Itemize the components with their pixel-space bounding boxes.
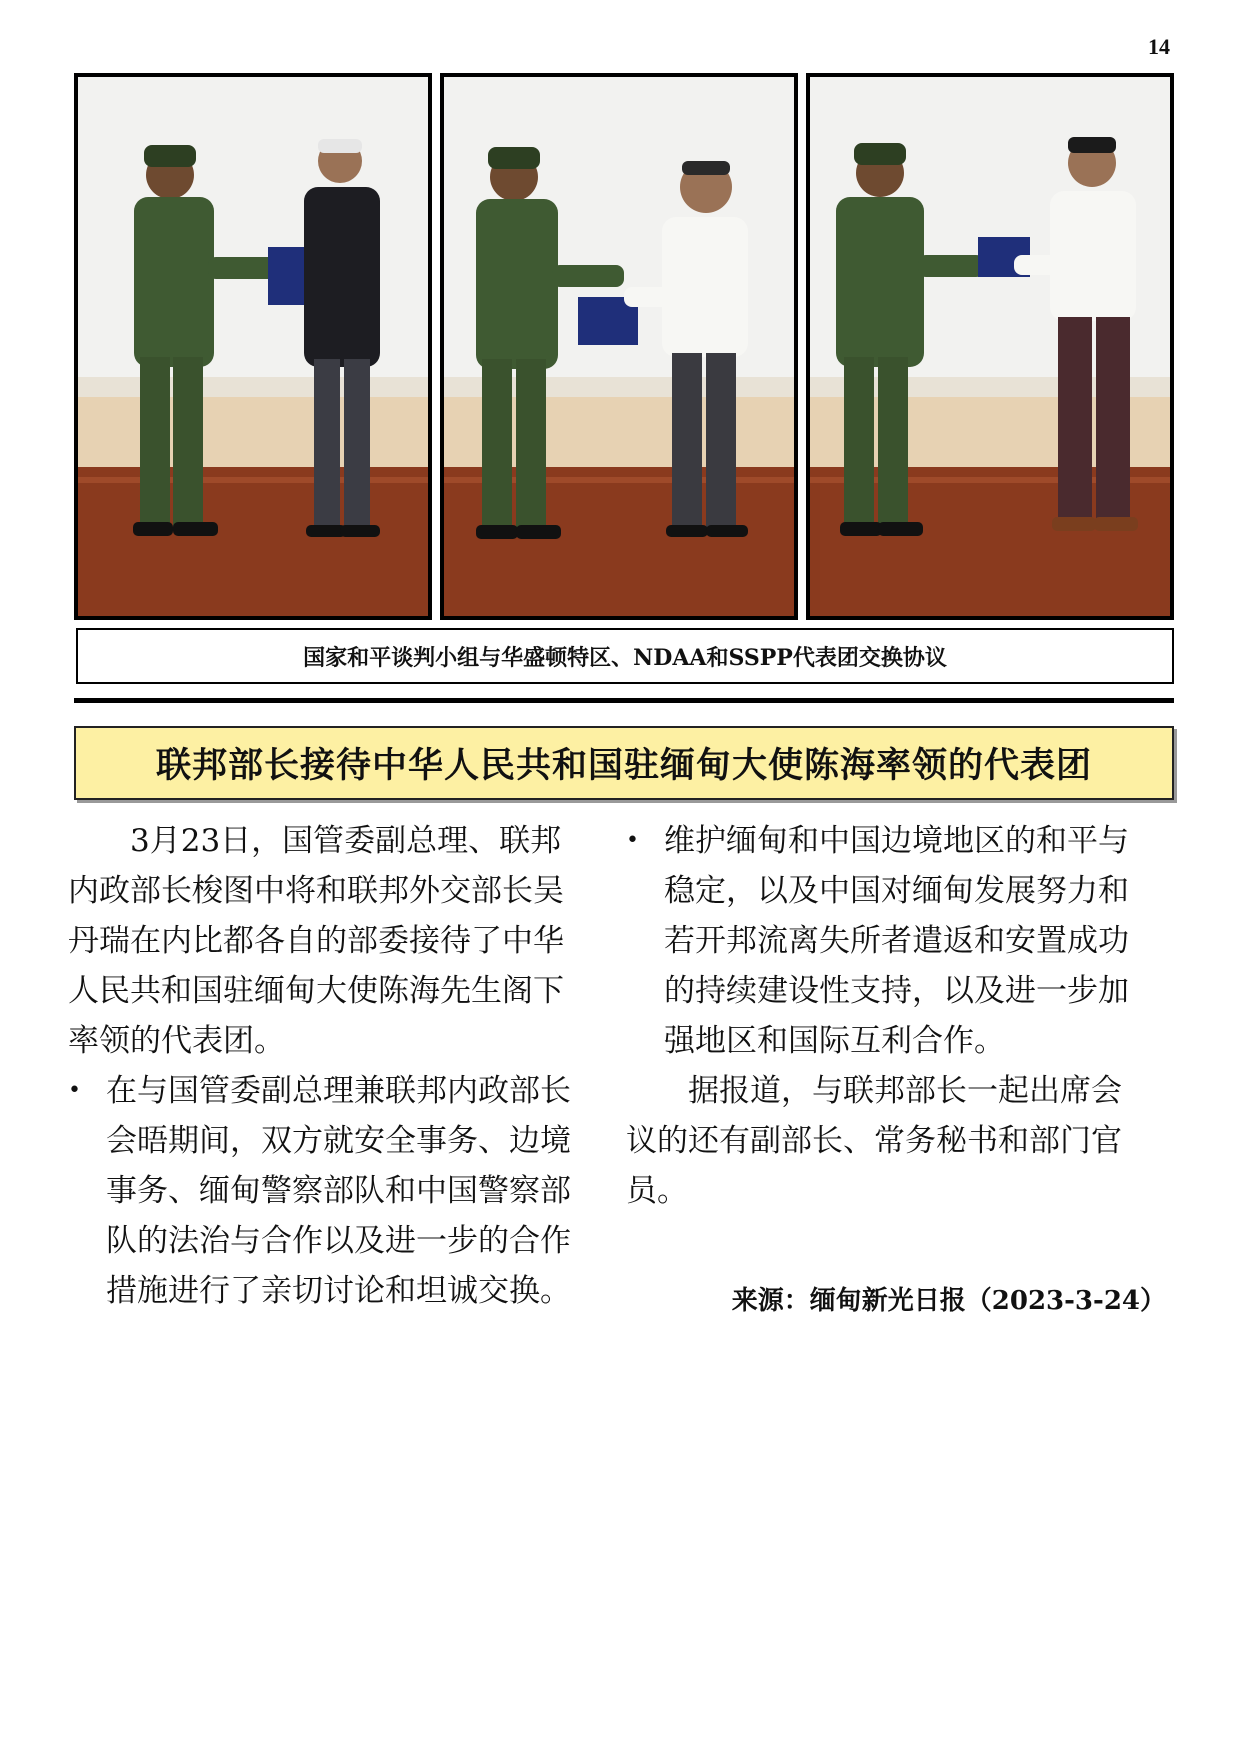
article-right-column <box>626 816 1136 1216</box>
bullet-item-talks <box>68 1066 578 1316</box>
article-headline: 联邦部长接待中华人民共和国驻缅甸大使陈海率领的代表团 <box>74 726 1174 800</box>
bullet-item-support <box>626 816 1136 1066</box>
photo-handshake-1 <box>74 73 432 620</box>
photo-caption: 国家和平谈判小组与华盛顿特区、NDAA和SSPP代表团交换协议 <box>76 628 1174 684</box>
article-source: 来源：缅甸新光日报（2023-3-24） <box>731 1286 1166 1316</box>
bullet-point: • <box>626 828 639 853</box>
article-intro-paragraph: 3月23日，国管委副总理、联邦内政部长梭图中将和联邦外交部长吴丹瑞在内比都各自的部委接待了中华人民共和国驻缅甸大使陈海先生阁下率领的代表团。 <box>68 823 564 1059</box>
page-number: 14 <box>1148 34 1170 59</box>
bullet-point: • <box>68 1078 81 1103</box>
photo-handshake-2 <box>440 73 798 620</box>
section-divider <box>74 698 1174 703</box>
article-closing-paragraph: 据报道，与联邦部长一起出席会议的还有副部长、常务秘书和部门官员。 <box>626 1073 1122 1209</box>
bullet-item-support-text: 维护缅甸和中国边境地区的和平与稳定，以及中国对缅甸发展努力和若开邦流离失所者遣返和安置成功的持续建设性支持，以及进一步加强地区和国际互利合作。 <box>664 823 1129 1059</box>
bullet-item-talks-text: 在与国管委副总理兼联邦内政部长会晤期间，双方就安全事务、边境事务、缅甸警察部队和中国警察部队的法治与合作以及进一步的合作措施进行了亲切讨论和坦诚交换。 <box>106 1073 571 1309</box>
article-left-column <box>68 816 578 1316</box>
photo-handshake-3 <box>806 73 1174 620</box>
